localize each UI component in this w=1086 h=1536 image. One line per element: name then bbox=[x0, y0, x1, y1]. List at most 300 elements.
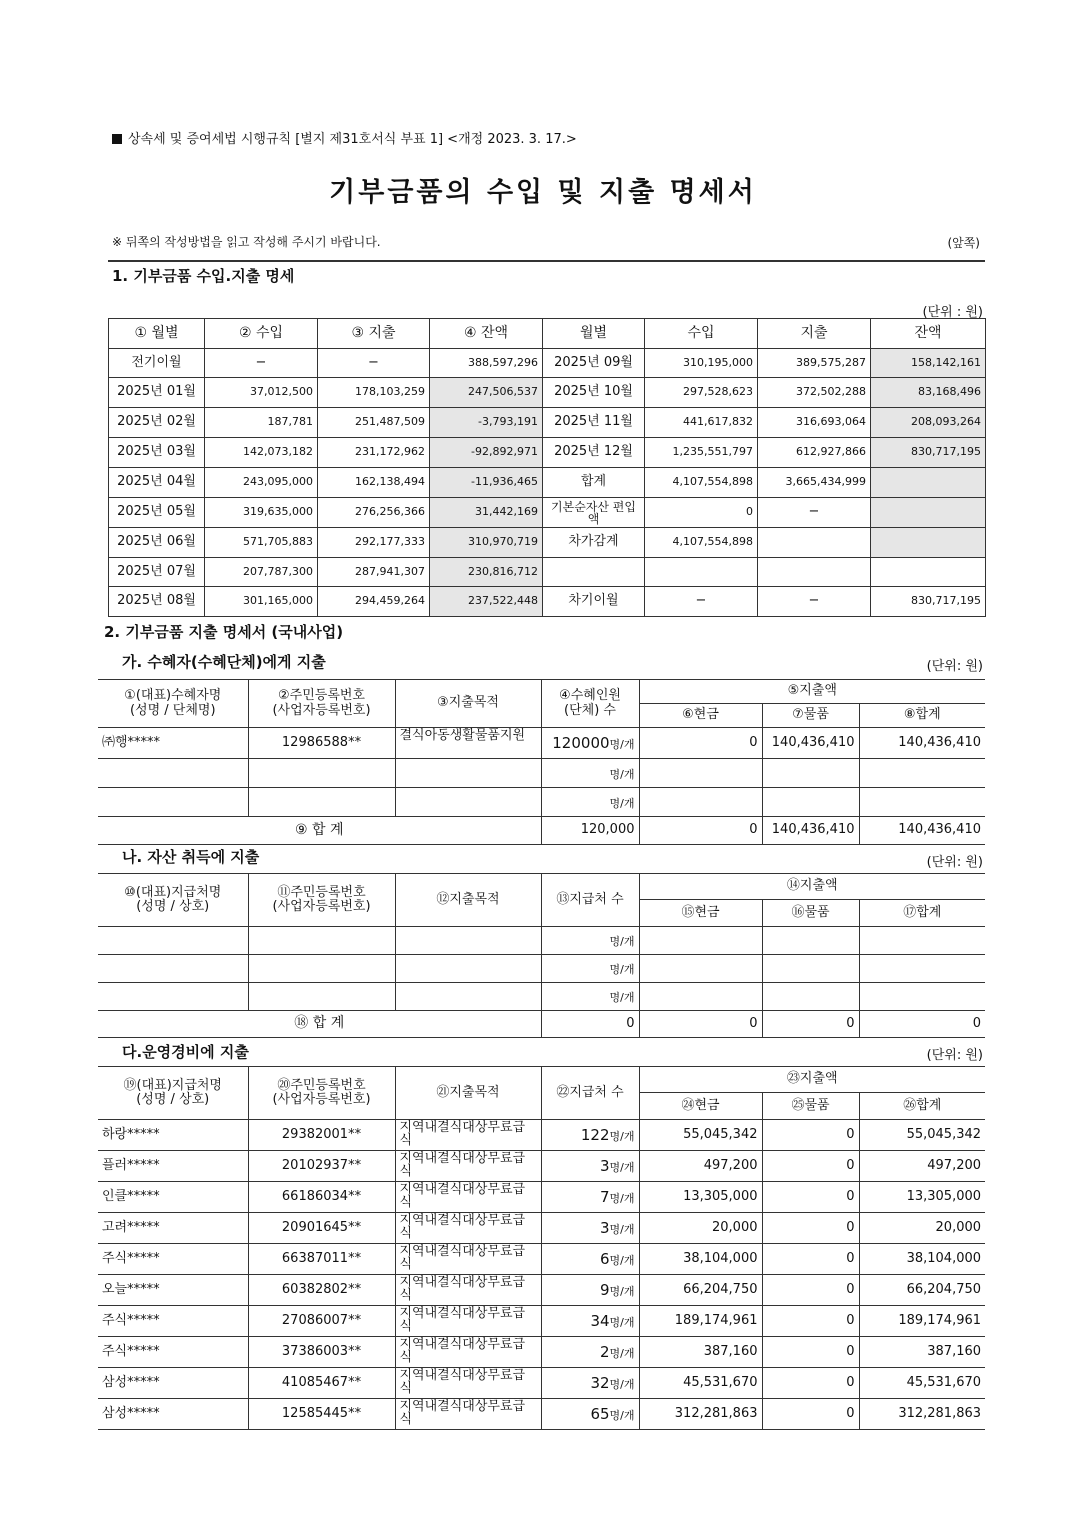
header-subtext: (사업자등록번호) bbox=[272, 1092, 371, 1107]
cash-amount: 387,160 bbox=[639, 1337, 762, 1368]
table-row bbox=[109, 587, 986, 617]
sum-row bbox=[98, 817, 985, 845]
cash-amount: 13,305,000 bbox=[639, 1182, 762, 1213]
payee-count bbox=[541, 1120, 639, 1151]
cash-amount: 45,531,670 bbox=[639, 1368, 762, 1399]
cash-amount bbox=[639, 788, 762, 817]
expense-cell: 231,172,962 bbox=[318, 438, 430, 468]
sum-count: 120,000 bbox=[541, 817, 639, 845]
header-total: ⑰합계 bbox=[859, 900, 985, 927]
table-row bbox=[98, 1120, 985, 1151]
month-cell: 2025년 06월 bbox=[109, 528, 205, 558]
section2b-title: 나. 자산 취득에 지출 bbox=[122, 848, 260, 866]
sum-cash: 0 bbox=[639, 1011, 762, 1038]
header-expense-amount: ㉓지출액 bbox=[639, 1067, 985, 1093]
income-cell: 319,635,000 bbox=[205, 498, 318, 528]
income-cell: 301,165,000 bbox=[205, 587, 318, 617]
table-row bbox=[98, 1337, 985, 1368]
table-row bbox=[98, 983, 985, 1011]
registration-number bbox=[248, 983, 395, 1011]
header-subtext: (사업자등록번호) bbox=[272, 899, 371, 914]
payee-count bbox=[541, 983, 639, 1011]
square-bullet-icon bbox=[112, 134, 122, 144]
expense-purpose: 지역내결식대상무료급식 bbox=[395, 1399, 541, 1430]
payee-name: 오늘***** bbox=[98, 1275, 248, 1306]
expense-cell: 292,177,333 bbox=[318, 528, 430, 558]
cash-amount: 55,045,342 bbox=[639, 1120, 762, 1151]
month-cell: 2025년 07월 bbox=[109, 558, 205, 587]
header-subtext: (단체) 수 bbox=[564, 702, 616, 718]
payee-count bbox=[541, 1275, 639, 1306]
count-suffix: 명/개 bbox=[609, 1346, 635, 1360]
expense-purpose: 지역내결식대상무료급식 bbox=[395, 1244, 541, 1275]
section1-unit: (단위 : 원) bbox=[922, 305, 983, 320]
month-cell: 전기이월 bbox=[109, 349, 205, 378]
header-subtext: (사업자등록번호) bbox=[272, 702, 371, 718]
cash-amount bbox=[639, 927, 762, 955]
expense-cell: 612,927,866 bbox=[758, 438, 871, 468]
count-value: 120000 bbox=[552, 733, 610, 752]
sum-total: 0 bbox=[859, 1011, 985, 1038]
table-row bbox=[109, 498, 986, 528]
expense-cell: 251,487,509 bbox=[318, 408, 430, 438]
registration-number: 20102937** bbox=[248, 1151, 395, 1182]
income-cell: 243,095,000 bbox=[205, 468, 318, 498]
balance-cell: 208,093,264 bbox=[871, 408, 986, 438]
count-value: 65 bbox=[590, 1404, 610, 1423]
count-suffix: 명/개 bbox=[609, 1408, 635, 1422]
expense-purpose: 지역내결식대상무료급식 bbox=[395, 1337, 541, 1368]
month-cell: 2025년 04월 bbox=[109, 468, 205, 498]
expense-cell bbox=[758, 558, 871, 587]
side-label: (앞쪽) bbox=[947, 236, 980, 250]
total-amount bbox=[859, 788, 985, 817]
total-amount: 312,281,863 bbox=[859, 1399, 985, 1430]
header-expense-2: 지출 bbox=[758, 319, 871, 349]
header-payee-count: ⑬지급처 수 bbox=[541, 874, 639, 927]
registration-number bbox=[248, 788, 395, 817]
income-cell bbox=[645, 558, 758, 587]
cash-amount bbox=[639, 983, 762, 1011]
header-total: ⑧합계 bbox=[859, 704, 985, 728]
count-suffix: 명/개 bbox=[609, 963, 635, 977]
balance-cell: 83,168,496 bbox=[871, 378, 986, 408]
total-amount: 20,000 bbox=[859, 1213, 985, 1244]
header-text: ④수혜인원 bbox=[559, 688, 621, 704]
header-divider bbox=[108, 260, 985, 262]
income-cell: 4,107,554,898 bbox=[645, 528, 758, 558]
header-registration-number bbox=[248, 1067, 395, 1120]
header-cash: ⑥현금 bbox=[639, 704, 762, 728]
expense-cell: 178,103,259 bbox=[318, 378, 430, 408]
month-cell: 2025년 03월 bbox=[109, 438, 205, 468]
section2c-title: 다.운영경비에 지출 bbox=[122, 1043, 249, 1061]
recipient-name: ㈜행***** bbox=[98, 728, 248, 759]
sum-cash: 0 bbox=[639, 817, 762, 845]
header-text: ②주민등록번호 bbox=[277, 688, 365, 704]
expense-purpose bbox=[395, 788, 541, 817]
table-row bbox=[98, 1213, 985, 1244]
operating-expense-table bbox=[98, 1066, 985, 1430]
month-cell: 기본순자산 편입액 bbox=[543, 498, 645, 528]
balance-cell: 237,522,448 bbox=[430, 587, 543, 617]
balance-cell: 230,816,712 bbox=[430, 558, 543, 587]
sum-row bbox=[98, 1011, 985, 1038]
table-row bbox=[98, 759, 985, 788]
month-cell: 2025년 05월 bbox=[109, 498, 205, 528]
table-row bbox=[98, 728, 985, 759]
header-registration-number bbox=[248, 874, 395, 927]
month-cell: 2025년 08월 bbox=[109, 587, 205, 617]
header-subtext: (성명 / 단체명) bbox=[129, 702, 216, 718]
income-cell: 187,781 bbox=[205, 408, 318, 438]
registration-number: 12585445** bbox=[248, 1399, 395, 1430]
registration-number: 66186034** bbox=[248, 1182, 395, 1213]
cash-amount bbox=[639, 759, 762, 788]
table-row bbox=[109, 468, 986, 498]
registration-number: 37386003** bbox=[248, 1337, 395, 1368]
goods-amount: 0 bbox=[762, 1213, 859, 1244]
table-header-row bbox=[109, 319, 986, 349]
instruction-note: ※ 뒤쪽의 작성방법을 읽고 작성해 주시기 바랍니다. bbox=[112, 235, 381, 249]
payee-name: 주식***** bbox=[98, 1306, 248, 1337]
count-suffix: 명/개 bbox=[609, 767, 635, 781]
total-amount: 387,160 bbox=[859, 1337, 985, 1368]
cash-amount: 66,204,750 bbox=[639, 1275, 762, 1306]
header-balance: ④ 잔액 bbox=[430, 319, 543, 349]
goods-amount: 0 bbox=[762, 1120, 859, 1151]
goods-amount: 0 bbox=[762, 1275, 859, 1306]
header-payee-count: ㉒지급처 수 bbox=[541, 1067, 639, 1120]
balance-cell: 388,597,296 bbox=[430, 349, 543, 378]
section2b-unit: (단위: 원) bbox=[926, 855, 983, 870]
table-row bbox=[98, 927, 985, 955]
registration-number bbox=[248, 955, 395, 983]
expense-purpose: 지역내결식대상무료급식 bbox=[395, 1151, 541, 1182]
header-payee-name bbox=[98, 874, 248, 927]
total-amount bbox=[859, 759, 985, 788]
total-amount bbox=[859, 927, 985, 955]
goods-amount: 0 bbox=[762, 1399, 859, 1430]
expense-cell: 162,138,494 bbox=[318, 468, 430, 498]
header-cash: ⑮현금 bbox=[639, 900, 762, 927]
header-text: ⑳주민등록번호 bbox=[277, 1077, 366, 1093]
count-value: 9 bbox=[599, 1280, 610, 1299]
sum-label: ⑱ 합 계 bbox=[98, 1011, 541, 1038]
header-goods: ㉕물품 bbox=[762, 1093, 859, 1120]
recipient-expense-table bbox=[98, 679, 985, 845]
table-header-row bbox=[98, 680, 985, 704]
goods-amount bbox=[762, 983, 859, 1011]
month-cell: 2025년 09월 bbox=[543, 349, 645, 378]
expense-cell: − bbox=[758, 498, 871, 528]
payee-name: 플러***** bbox=[98, 1151, 248, 1182]
payee-name: 인클***** bbox=[98, 1182, 248, 1213]
month-cell: 2025년 02월 bbox=[109, 408, 205, 438]
header-goods: ⑦물품 bbox=[762, 704, 859, 728]
total-amount: 497,200 bbox=[859, 1151, 985, 1182]
expense-cell: − bbox=[758, 587, 871, 617]
month-cell: 합계 bbox=[543, 468, 645, 498]
total-amount: 38,104,000 bbox=[859, 1244, 985, 1275]
expense-cell: 3,665,434,999 bbox=[758, 468, 871, 498]
cash-amount: 0 bbox=[639, 728, 762, 759]
header-income: ② 수입 bbox=[205, 319, 318, 349]
header-expense-amount: ⑭지출액 bbox=[639, 874, 985, 900]
income-cell: 142,073,182 bbox=[205, 438, 318, 468]
total-amount: 140,436,410 bbox=[859, 728, 985, 759]
recipient-count bbox=[541, 788, 639, 817]
count-value: 34 bbox=[590, 1311, 610, 1330]
header-expense-amount: ⑤지출액 bbox=[639, 680, 985, 704]
expense-purpose bbox=[395, 983, 541, 1011]
cash-amount: 20,000 bbox=[639, 1213, 762, 1244]
table-row bbox=[109, 558, 986, 587]
header-subtext: (성명 / 상호) bbox=[136, 1092, 210, 1107]
count-suffix: 명/개 bbox=[609, 1191, 635, 1205]
table-row bbox=[98, 1151, 985, 1182]
month-cell: 차기이월 bbox=[543, 587, 645, 617]
expense-purpose: 결식아동생활물품지원 bbox=[395, 728, 541, 759]
asset-acquisition-table bbox=[98, 873, 985, 1038]
income-cell: 571,705,883 bbox=[205, 528, 318, 558]
header-payee-name bbox=[98, 1067, 248, 1120]
table-row bbox=[98, 1306, 985, 1337]
goods-amount: 0 bbox=[762, 1151, 859, 1182]
income-cell: − bbox=[205, 349, 318, 378]
count-suffix: 명/개 bbox=[609, 1222, 635, 1236]
balance-cell: 31,442,169 bbox=[430, 498, 543, 528]
table-row bbox=[98, 1368, 985, 1399]
recipient-name bbox=[98, 759, 248, 788]
expense-cell: 389,575,287 bbox=[758, 349, 871, 378]
count-value: 3 bbox=[599, 1218, 610, 1237]
total-amount: 66,204,750 bbox=[859, 1275, 985, 1306]
count-suffix: 명/개 bbox=[609, 1377, 635, 1391]
header-recipient-count bbox=[541, 680, 639, 728]
payee-name: 주식***** bbox=[98, 1337, 248, 1368]
count-suffix: 명/개 bbox=[609, 935, 635, 949]
month-cell: 2025년 11월 bbox=[543, 408, 645, 438]
table-row bbox=[98, 1244, 985, 1275]
section2c-unit: (단위: 원) bbox=[926, 1048, 983, 1063]
income-cell: 297,528,623 bbox=[645, 378, 758, 408]
table-row bbox=[98, 955, 985, 983]
table-row bbox=[98, 1399, 985, 1430]
header-text: ⑩(대표)지급처명 bbox=[124, 884, 222, 900]
registration-number: 20901645** bbox=[248, 1213, 395, 1244]
recipient-count bbox=[541, 728, 639, 759]
balance-cell: -3,793,191 bbox=[430, 408, 543, 438]
count-suffix: 명/개 bbox=[609, 1315, 635, 1329]
header-purpose: ㉑지출목적 bbox=[395, 1067, 541, 1120]
count-value: 2 bbox=[599, 1342, 610, 1361]
expense-cell: 316,693,064 bbox=[758, 408, 871, 438]
registration-number: 12986588** bbox=[248, 728, 395, 759]
table-row bbox=[98, 1275, 985, 1306]
balance-cell: 158,142,161 bbox=[871, 349, 986, 378]
registration-number: 27086007** bbox=[248, 1306, 395, 1337]
header-subtext: (성명 / 상호) bbox=[136, 899, 210, 914]
payee-name: 고려***** bbox=[98, 1213, 248, 1244]
expense-cell: 294,459,264 bbox=[318, 587, 430, 617]
sum-goods: 140,436,410 bbox=[762, 817, 859, 845]
count-suffix: 명/개 bbox=[609, 737, 635, 751]
expense-cell: 372,502,288 bbox=[758, 378, 871, 408]
registration-number: 66387011** bbox=[248, 1244, 395, 1275]
goods-amount bbox=[762, 927, 859, 955]
sum-label: ⑨ 합 계 bbox=[98, 817, 541, 845]
balance-cell: -92,892,971 bbox=[430, 438, 543, 468]
cash-amount: 312,281,863 bbox=[639, 1399, 762, 1430]
income-expense-table bbox=[108, 318, 986, 617]
count-value: 122 bbox=[580, 1125, 610, 1144]
balance-cell bbox=[871, 498, 986, 528]
count-suffix: 명/개 bbox=[609, 991, 635, 1005]
registration-number: 60382802** bbox=[248, 1275, 395, 1306]
payee-name: 삼성***** bbox=[98, 1399, 248, 1430]
income-cell: 37,012,500 bbox=[205, 378, 318, 408]
header-registration-number bbox=[248, 680, 395, 728]
sum-goods: 0 bbox=[762, 1011, 859, 1038]
header-text: ⑲(대표)지급처명 bbox=[123, 1077, 222, 1093]
income-cell: 441,617,832 bbox=[645, 408, 758, 438]
expense-purpose: 지역내결식대상무료급식 bbox=[395, 1182, 541, 1213]
table-header-row bbox=[98, 874, 985, 900]
expense-purpose: 지역내결식대상무료급식 bbox=[395, 1120, 541, 1151]
table-row bbox=[98, 788, 985, 817]
header-month-2: 월별 bbox=[543, 319, 645, 349]
payee-name bbox=[98, 927, 248, 955]
month-cell: 차가감계 bbox=[543, 528, 645, 558]
total-amount: 55,045,342 bbox=[859, 1120, 985, 1151]
table-header-row bbox=[98, 1067, 985, 1093]
count-suffix: 명/개 bbox=[609, 796, 635, 810]
balance-cell bbox=[871, 558, 986, 587]
payee-count bbox=[541, 1213, 639, 1244]
expense-purpose: 지역내결식대상무료급식 bbox=[395, 1213, 541, 1244]
month-cell bbox=[543, 558, 645, 587]
registration-number: 29382001** bbox=[248, 1120, 395, 1151]
page-title: 기부금품의 수입 및 지출 명세서 bbox=[329, 177, 757, 208]
count-suffix: 명/개 bbox=[609, 1284, 635, 1298]
expense-purpose bbox=[395, 955, 541, 983]
balance-cell: 247,506,537 bbox=[430, 378, 543, 408]
count-value: 3 bbox=[599, 1156, 610, 1175]
total-amount bbox=[859, 983, 985, 1011]
sum-total: 140,436,410 bbox=[859, 817, 985, 845]
section1-title: 1. 기부금품 수입.지출 명세 bbox=[112, 267, 295, 285]
payee-count bbox=[541, 1399, 639, 1430]
header-purpose: ③지출목적 bbox=[395, 680, 541, 728]
registration-number bbox=[248, 759, 395, 788]
header-goods: ⑯물품 bbox=[762, 900, 859, 927]
income-cell: 4,107,554,898 bbox=[645, 468, 758, 498]
income-cell: − bbox=[645, 587, 758, 617]
goods-amount: 0 bbox=[762, 1244, 859, 1275]
goods-amount bbox=[762, 788, 859, 817]
header-text: ①(대표)수혜자명 bbox=[124, 688, 222, 704]
payee-name: 하랑***** bbox=[98, 1120, 248, 1151]
count-suffix: 명/개 bbox=[609, 1253, 635, 1267]
form-reference bbox=[112, 128, 577, 147]
table-row bbox=[109, 528, 986, 558]
goods-amount: 0 bbox=[762, 1368, 859, 1399]
cash-amount: 189,174,961 bbox=[639, 1306, 762, 1337]
payee-count bbox=[541, 927, 639, 955]
header-purpose: ⑫지출목적 bbox=[395, 874, 541, 927]
payee-count bbox=[541, 1182, 639, 1213]
section2a-title: 가. 수혜자(수혜단체)에게 지출 bbox=[122, 653, 326, 671]
count-suffix: 명/개 bbox=[609, 1160, 635, 1174]
recipient-count bbox=[541, 759, 639, 788]
income-cell: 1,235,551,797 bbox=[645, 438, 758, 468]
registration-number bbox=[248, 927, 395, 955]
section2-title: 2. 기부금품 지출 명세서 (국내사업) bbox=[104, 623, 344, 641]
expense-purpose: 지역내결식대상무료급식 bbox=[395, 1306, 541, 1337]
balance-cell bbox=[871, 468, 986, 498]
balance-cell bbox=[871, 528, 986, 558]
payee-count bbox=[541, 1306, 639, 1337]
expense-cell: − bbox=[318, 349, 430, 378]
count-value: 32 bbox=[590, 1373, 610, 1392]
payee-name: 주식***** bbox=[98, 1244, 248, 1275]
expense-purpose bbox=[395, 927, 541, 955]
count-value: 6 bbox=[599, 1249, 610, 1268]
payee-count bbox=[541, 1337, 639, 1368]
payee-count bbox=[541, 955, 639, 983]
payee-name bbox=[98, 983, 248, 1011]
payee-count bbox=[541, 1368, 639, 1399]
header-expense: ③ 지출 bbox=[318, 319, 430, 349]
table-row bbox=[98, 1182, 985, 1213]
payee-name: 삼성***** bbox=[98, 1368, 248, 1399]
section2a-unit: (단위: 원) bbox=[926, 659, 983, 674]
goods-amount bbox=[762, 955, 859, 983]
goods-amount bbox=[762, 759, 859, 788]
balance-cell: 830,717,195 bbox=[871, 587, 986, 617]
total-amount: 45,531,670 bbox=[859, 1368, 985, 1399]
header-text: ⑪주민등록번호 bbox=[277, 884, 366, 900]
registration-number: 41085467** bbox=[248, 1368, 395, 1399]
total-amount bbox=[859, 955, 985, 983]
table-row bbox=[109, 408, 986, 438]
header-cash: ㉔현금 bbox=[639, 1093, 762, 1120]
balance-cell: 310,970,719 bbox=[430, 528, 543, 558]
month-cell: 2025년 10월 bbox=[543, 378, 645, 408]
table-row bbox=[109, 349, 986, 378]
goods-amount: 0 bbox=[762, 1337, 859, 1368]
balance-cell: -11,936,465 bbox=[430, 468, 543, 498]
expense-cell: 276,256,366 bbox=[318, 498, 430, 528]
expense-purpose: 지역내결식대상무료급식 bbox=[395, 1275, 541, 1306]
recipient-name bbox=[98, 788, 248, 817]
count-value: 7 bbox=[599, 1187, 610, 1206]
income-cell: 0 bbox=[645, 498, 758, 528]
goods-amount: 0 bbox=[762, 1306, 859, 1337]
count-suffix: 명/개 bbox=[609, 1129, 635, 1143]
expense-purpose bbox=[395, 759, 541, 788]
payee-count bbox=[541, 1244, 639, 1275]
form-reference-text: 상속세 및 증여세법 시행규칙 [별지 제31호서식 부표 1] <개정 2023. 3. 17.> bbox=[128, 132, 577, 147]
month-cell: 2025년 12월 bbox=[543, 438, 645, 468]
cash-amount bbox=[639, 955, 762, 983]
sum-count: 0 bbox=[541, 1011, 639, 1038]
expense-purpose: 지역내결식대상무료급식 bbox=[395, 1368, 541, 1399]
income-cell: 310,195,000 bbox=[645, 349, 758, 378]
total-amount: 189,174,961 bbox=[859, 1306, 985, 1337]
table-row bbox=[109, 438, 986, 468]
